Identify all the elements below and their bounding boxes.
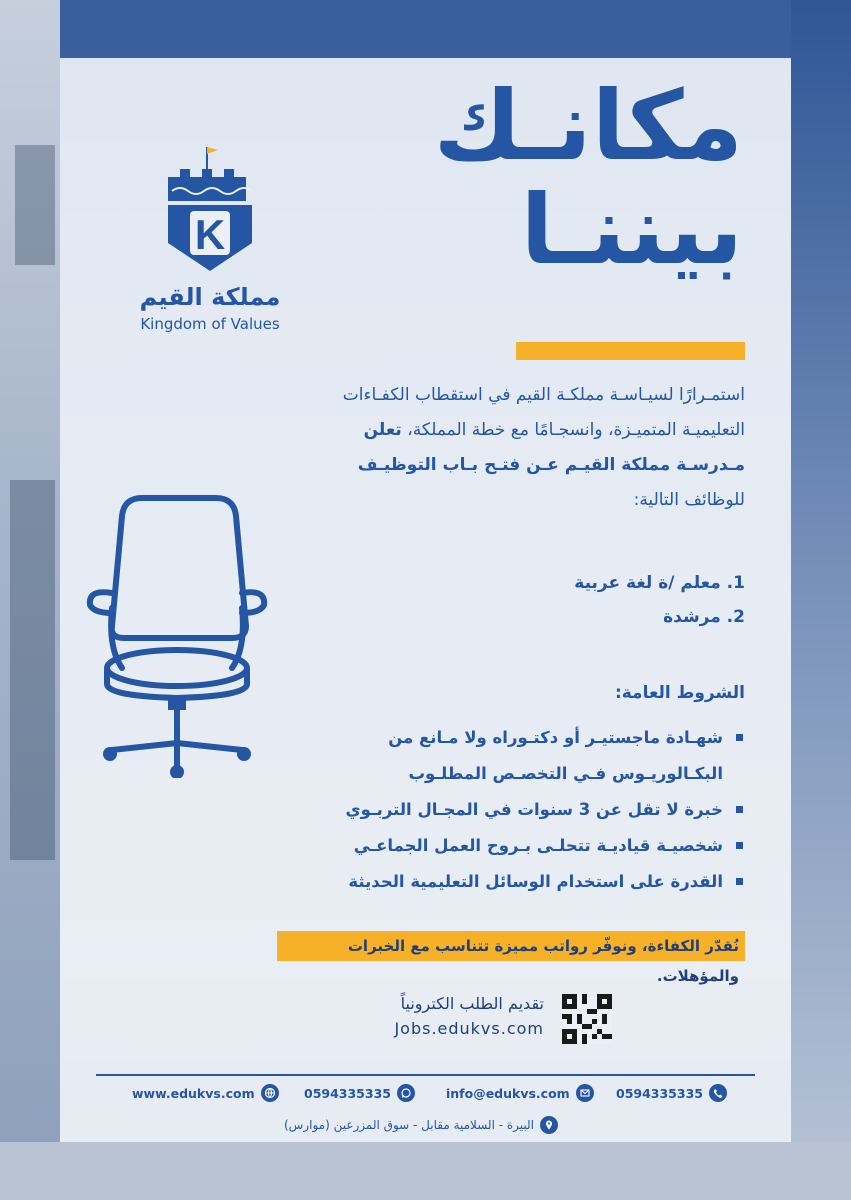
salary-note: نُقدّر الكفاءة، ونوفّر رواتب مميزة تتناسب مع الخبرات والمؤهلات. — [277, 931, 745, 961]
address-text: البيرة - السلامية مقابل - سوق المزرعين (موارس) — [284, 1118, 535, 1132]
apply-label: تقديم الطلب الكترونياً — [400, 994, 544, 1013]
condition-item: شهـادة ماجستيـر أو دكتـوراه ولا مـانع من — [325, 720, 745, 756]
office-chair-icon — [82, 488, 272, 778]
footer-phone[interactable] — [616, 1084, 727, 1102]
headline — [323, 70, 743, 286]
background-right — [791, 0, 851, 1200]
intro-paragraph — [315, 378, 745, 518]
conditions-list — [325, 720, 745, 900]
globe-icon — [261, 1084, 279, 1102]
envelope-icon — [576, 1084, 594, 1102]
headline-line-1: مكانـك — [433, 70, 743, 182]
job-item: 2. مرشدة — [663, 607, 745, 627]
intro-line-2-text: التعليميـة المتميـزة، وانسجـامًا مع خطة المملكة، — [401, 420, 745, 440]
footer-email[interactable] — [446, 1084, 594, 1102]
job-list — [345, 566, 745, 634]
background-window — [15, 145, 55, 265]
footer-divider — [96, 1074, 755, 1076]
background-bottom — [0, 1142, 851, 1200]
email-text[interactable]: info@edukvs.com — [446, 1085, 570, 1101]
logo-name-arabic: مملكة القيم — [139, 283, 281, 311]
whatsapp-text[interactable]: 0594335335 — [304, 1085, 391, 1101]
intro-line-1: استمـرارًا لسيـاسـة مملكـة القيم في استقطاب الكفـاءات — [342, 385, 745, 405]
qr-code-icon[interactable] — [562, 994, 612, 1044]
intro-line-3: مـدرسـة مملكة القيـم عـن فتـح بـاب التوظيـف — [357, 455, 745, 475]
logo-name-english: Kingdom of Values — [140, 315, 280, 333]
apply-link[interactable]: Jobs.edukvs.com — [394, 1019, 544, 1038]
condition-item: خبرة لا تقل عن 3 سنوات في المجـال التربـوي — [325, 792, 745, 828]
svg-text:K: K — [194, 211, 226, 258]
whatsapp-icon — [397, 1084, 415, 1102]
footer-address — [284, 1116, 558, 1134]
footer-website[interactable] — [132, 1084, 279, 1102]
intro-line-2 — [315, 413, 745, 448]
intro-line-4: للوظائف التالية: — [633, 490, 745, 510]
headline-line-2: بيننـا — [520, 174, 743, 286]
background-top — [0, 0, 851, 60]
intro-announce-word: تعلن — [363, 420, 402, 440]
headline-underline — [516, 342, 745, 360]
condition-item-continued: البكـالوريـوس فـي التخصـص المطلـوب — [408, 764, 723, 783]
condition-item: شخصيـة قياديـة تتحلـى بـروح العمل الجماعـي — [325, 828, 745, 864]
conditions-title: الشروط العامة: — [614, 683, 745, 703]
logo — [100, 143, 320, 333]
footer-whatsapp[interactable] — [304, 1084, 415, 1102]
apply-online — [382, 994, 544, 1038]
condition-item: القدرة على استخدام الوسائل التعليمية الحديثة — [325, 864, 745, 900]
background-window — [10, 480, 55, 860]
job-item: 1. معلم /ة لغة عربية — [574, 573, 745, 593]
castle-emblem-icon — [160, 143, 260, 273]
location-pin-icon — [540, 1116, 558, 1134]
phone-text[interactable]: 0594335335 — [616, 1085, 703, 1101]
phone-icon — [709, 1084, 727, 1102]
poster-card — [60, 58, 791, 1142]
website-text[interactable]: www.edukvs.com — [132, 1085, 255, 1101]
